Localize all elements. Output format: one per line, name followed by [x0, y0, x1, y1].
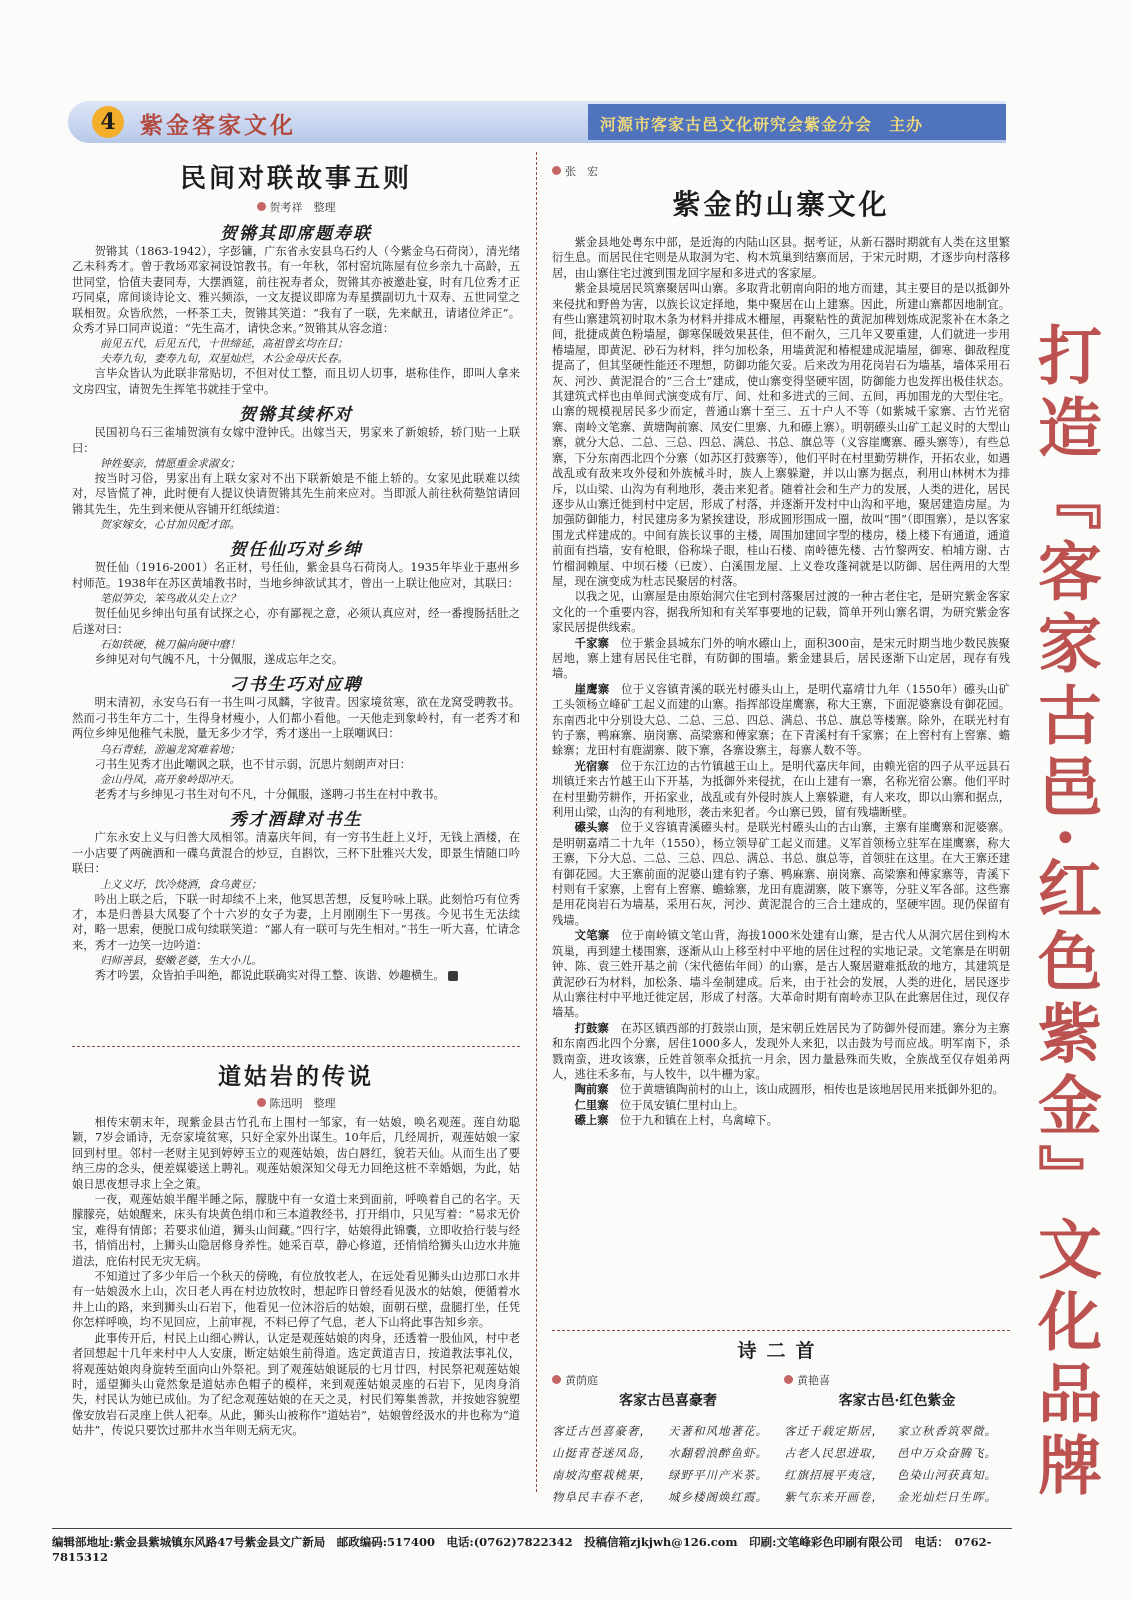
poem-title: 客家古邑喜豪奢 — [619, 1393, 717, 1409]
couplet-line: 乌石青蛙，游遍龙窝难着地； — [100, 742, 241, 756]
paragraph: 相传宋朝末年，现紫金县古竹孔布上围村一邹家，有一姑娘，唤名观莲。莲自幼聪颖，7岁会诵诗，无奈家境贫寒，只好全家外出谋生。10年后，几经周折，观莲姑娘一家回到村里。邻村一老财主见到婷婷玉立的观莲姑娘，齿白唇红，貌若天仙。从而生出了要纳三房的念头，便差媒婆送上聘礼。观莲姑娘深知父母无力回绝这桩不幸婚姻，为此，姑娘日思夜想寻求上全之策。 — [72, 1116, 520, 1191]
paragraph: 以我之见，山寨屋是由原始洞穴住宅到村落聚居过渡的一种古老住宅，是研究紫金客家文化的一个重要内容，据我所知和有关军事要地的记载，简单开列山寨名谓，为研究紫金客家民居提供线索。 — [552, 590, 1010, 635]
paragraph: 老秀才与乡绅见刁书生对句不凡，十分佩服，遂聘刁书生在村中教书。 — [94, 787, 445, 801]
poems-section — [552, 1336, 1010, 1508]
paragraph: 广东永安上义与归善大凤相邻。清嘉庆年间，有一穷书生赶上义圩，无钱上酒楼，在一小店要了两碗酒和一碟乌黄混合的炒豆，自斟饮，三杯下肚雅兴大发，即景生情随口吟联曰： — [72, 831, 520, 876]
byline — [72, 196, 520, 215]
left-column-lower — [72, 1058, 520, 1439]
section-title: 紫金客家文化 — [140, 112, 296, 139]
paragraph: 不知道过了多少年后一个秋天的傍晚，有位放牧老人，在远处看见狮头山边那口水井有一姑娘汲水上山，次日老人再在村边放牧时，想起昨日曾经看见汲水的姑娘，便循着水井上山的路，来到狮头山石岩下，他看见一位沐浴后的姑娘，面朝石壁，盘腿打坐，任凭你怎样呼唤，均不见回应，上前审视，不料已停了气息，老人下山将此事告知乡亲。 — [72, 1270, 520, 1330]
paragraph: 民国初乌石三雀埔贺演有女嫁中澄钟氏。出嫁当天，男家来了新娘轿，轿门贴一上联曰： — [72, 426, 520, 455]
right-column — [552, 160, 1010, 1129]
byline-text: 陈迅明 整理 — [269, 1097, 336, 1110]
fort-description: 位于东江边的古竹镇越王山上。是明代嘉庆年间，由赖光宿的四子从平远县石圳镇迁来古竹越王山下开基，为抵御外来侵扰，在山上建有一寨，名称光宿公寨。他们平时在村里勤劳耕作，开拓家业，战乱或有外侵时族人上寨躲避，有人来攻，即以山寨和据点，利用山梁，山沟的有利地形，袭击来犯者。今山寨已毁，留有残墙断壁。 — [552, 759, 1010, 820]
organizer: 河源市客家古邑文化研究会紫金分会 主办 — [600, 115, 924, 134]
couplet-line: 前见五代，后见五代，十世缔延，高祖曾玄均在目； — [100, 337, 349, 351]
poem-line: 水翻碧浪醉鱼虾。 — [668, 1446, 768, 1460]
poem-body — [784, 1420, 1010, 1508]
poem-author — [784, 1369, 1010, 1388]
fort-name: 打鼓寨 — [574, 1020, 609, 1035]
paragraph: 言毕众皆认为此联非常贴切，不但对仗工整，而且切人切事，堪称佳作，即叫人拿来文房四宝，请贺先生挥笔书就挂于堂中。 — [72, 367, 520, 396]
fort-entry — [552, 759, 1010, 821]
couplet-line: 钟姓娶亲，情愿重金求淑女； — [100, 457, 241, 471]
poem-line: 南坡沟壑栽桃果， — [552, 1468, 652, 1482]
article-title: 民间对联故事五则 — [179, 164, 412, 194]
fort-entry — [552, 1113, 1010, 1128]
poem-line: 客迁千载定斯居， — [784, 1424, 884, 1438]
poem-title: 客家古邑·红色紫金 — [838, 1393, 956, 1409]
paragraph: 一夜，观莲姑娘半醒半睡之际，朦胧中有一女道士来到面前，呼唤着自己的名字。天朦朦亮，姑娘醒来，床头有块黄色绢巾和三本道教经书，打开绢巾，只见写着：“易求无价宝，难得有情郎；若要求仙道，狮头山间藏。”四行字，姑娘得此锦囊，立即收拾行装与经书，悄悄出村，上狮头山隐居修身养性。她采百草，静心修道，还悄悄给狮头山边水井施道法，庇佑村民无灾无病。 — [72, 1193, 520, 1268]
fort-name: 仁里寨 — [574, 1097, 609, 1112]
paragraph: 乡绅见对句气魄不凡，十分佩服，遂成忘年之交。 — [94, 652, 344, 666]
side-slogan: 打造『客家古邑·红色紫金』文化品牌 — [1027, 322, 1102, 1505]
couplet-line: 笔似笋尖，笨鸟敢从尖上立？ — [100, 592, 241, 606]
poems-row — [552, 1369, 1010, 1508]
paragraph: 贺任仙（1916-2001）名正材，号任仙，紫金县乌石荷岗人。1935年毕业于惠州乡村师范。1938年在苏区黄埔教书时，当地乡绅欲试其才，曾出一上联让他应对，其联曰： — [72, 561, 520, 590]
poem-author — [552, 1369, 784, 1388]
fort-name: 千家寨 — [574, 635, 610, 650]
fort-entry — [552, 1021, 1010, 1083]
poem-line: 紫气东来开画卷， — [784, 1490, 884, 1504]
subheading: 贺任仙巧对乡绅 — [229, 540, 363, 561]
couplet-line: 石如铁硬，桃刀偏向硬中磨！ — [100, 637, 241, 651]
subheading: 秀才酒肆对书生 — [229, 810, 363, 831]
fort-name: 礤上寨 — [574, 1113, 609, 1128]
fort-entry — [552, 928, 1010, 1020]
column-divider — [536, 152, 537, 1492]
fort-entry — [552, 1098, 1010, 1113]
fort-name: 礤头寨 — [574, 820, 609, 835]
fort-name: 陶前寨 — [574, 1082, 609, 1097]
fort-name: 文笔寨 — [574, 928, 610, 943]
article-title: 道姑岩的传说 — [218, 1063, 374, 1090]
poem-line: 天著和风地著花。 — [668, 1424, 768, 1438]
poem-lines-left — [784, 1420, 897, 1508]
poem-line: 色染山河获真知。 — [897, 1468, 997, 1482]
poem-b — [784, 1369, 1010, 1508]
paragraph: 紫金县境居民筑寨聚居叫山寨。多取背北朝南向阳的地方而建，其主要目的是以抵御外来侵扰和野兽为害，以族长议定择地，集中聚居在山上建寨。因此，所建山寨都因地制宜。有些山寨建筑初时取木条为材料并排成木栅屋，再聚粘性的黄泥加稗划炼成泥浆补在木条之间，批捷成黄色粉墙屋，御寒保暖效果甚佳，但不耐久，三几年又要重建，人们就进一步用椿墙屋，即黄泥、砂石为材料，拌匀加松条，用墙黄泥和椿棍建成泥墙屋，御寒、御敌程度提高了，但其坚硬性能还不理想，防御功能欠妥。后来改为用花岗岩石为墙基，墙体采用石灰、河沙、黄泥混合的“三合土”建成，使山寨变得坚硬牢固，防御能力也发挥出极佳状态。其建筑式样也由单间式演变成有厅、间、灶和多进式的三间、五间，再加围龙的大型住宅。山寨的规模视居民多少而定，普通山寨十至三、五十户人不等（如紫城千家寨、古竹光宿寨、南岭文笔寨、黄塘陶前寨、凤安仁里寨、九和礤上寨）。明朝礤头山矿工起义时的大型山寨，就分大总、二总、三总、四总、满总、书总、旗总等（义容崖鹰寨、礤头寨等），有些总寨，下分东南西北四个分寨（如苏区打鼓寨等），他们平时在村里勤劳耕作，开拓农业，如遇战乱或有敌来攻外侵和外族械斗时，族人上寨躲避，并以山寨为据点，利用山林树木为排斥，以山梁、山沟为有利地形，袭击来犯者。随着社会和生产力的发展，人类的进化，居民逐步从山寨迁徙到村中定居，形成了村落，并逐渐开发村中山沟和平地，聚居建造房屋。为加强防御能力，村民建房多为紧挨建设，形成圆形围成一圈，故叫“围”（即围寨），是以客家围龙式样建成的。中间有族长议事的主楼，周围加建回字型的楼房，楼上楼下有通道，通道前面有挡墙，安有枪眼，俗称垛子眼，桂山石楼、南岭德先楼、古竹黎两安、柏埔方谢、古竹榴洞赖屋、中坝石楼（已废）、白溪围龙屋、上义卷攻蓬祠就是以防御、居住两用的大型屋，现在演变成为杜志民聚居的村落。 — [552, 282, 1010, 588]
paragraph: 贺任仙见乡绅出句虽有试探之心，亦有鄙视之意，必须认真应对，经一番搜肠括肚之后遂对曰： — [72, 607, 520, 636]
poem-lines-left — [552, 1420, 668, 1508]
footer: 编辑部地址:紫金县紫城镇东风路47号紫金县文广新局 邮政编码:517400 电话:(0762)7822342 投稿信箱zjkjwh@126.com 印刷:文笔峰彩色印刷有限公司 电话： 0762-7815312 — [52, 1528, 1012, 1564]
subheading: 贺锵其即席题寿联 — [220, 224, 372, 244]
article-title: 紫金的山寨文化 — [672, 188, 890, 221]
end-mark-icon — [448, 971, 458, 981]
paragraph: 吟出上联之后，下联一时却续不上来，他冥思苦想，反复吟咏上联。此刻恰巧有位秀才，本是归善县大凤娶了个十六岁的女子为妻，上月刚刚生下一男孩。今见书生无法续对，略一思索，便脱口成句续联笑道：“鄙人有一联可与先生相对。”书生一听大喜，忙请念来，秀才一边笑一边吟道： — [72, 892, 520, 952]
left-column — [72, 158, 520, 984]
poem-line: 金光灿烂日生晖。 — [897, 1490, 997, 1504]
paragraph: 明末清初，永安乌石有一书生叫刁凤麟，字彼青。因家境贫寒，欲在龙窝受聘教书。然而刁书生年方二十，生得身材瘦小，人们都小看他。一天他走到象岭村，有一老秀才和两位乡绅见他稚气未脱，量无多少才学，秀才遂出一上联嘲讽曰： — [72, 696, 520, 741]
article-separator — [72, 1046, 520, 1047]
byline — [72, 1092, 520, 1111]
couplet-line: 贺家嫁女，心甘加贝配才郎。 — [100, 518, 241, 532]
poem-line: 物阜民丰春不老， — [552, 1490, 652, 1504]
poem-a — [552, 1369, 784, 1508]
fort-description: 位于凤安镇仁里村山上。 — [619, 1098, 745, 1112]
paragraph: 按当时习俗，男家出有上联女家对不出下联新娘是不能上轿的。女家见此联难以续对，尽皆慌了神，此时便有人提议快请贺锵其先生前来应对。当即派人前往秋荷塾馆请回锵其先生，先生到来便从容铺开红纸续道： — [72, 472, 520, 516]
paragraph — [72, 968, 520, 983]
poem-lines-right — [897, 1420, 1010, 1508]
page-number: 4 — [92, 106, 124, 138]
paragraph-text: 秀才吟罢，众皆拍手叫绝，都说此联确实对得工整、诙谐、妙趣横生。 — [94, 969, 445, 983]
poem-lines-right — [668, 1420, 784, 1508]
fort-name: 光宿寨 — [574, 758, 609, 773]
poem-author-name: 黄艳喜 — [797, 1374, 830, 1387]
subheading: 贺锵其续杯对 — [239, 405, 353, 426]
fort-description: 位于黄塘镇陶前村的山上，该山成圆形，相传也是该地居民用来抵御外犯的。 — [619, 1083, 1004, 1097]
fort-description: 位于义容镇青溪的联光村礤头山上，是明代嘉靖廿九年（1550年）礤头山矿工头领杨立峰矿工起义而建的山寨。指挥部设崖鹰寨，称大王寨，下面泥婆寨设有御花园。东南西北中分别设大总、二总、三总、四总、满总、书总、旗总等楼寨。除外，在联光村有钓子寨，鸭麻寨、崩岗寨、高梁寨和傅家寨；在下青溪村有千家寨；在上窖村有上窖寨、蟾蜍寨；龙田村有鹿湖寨、陂下寨，各寨设寨主，每寨人数不等。 — [552, 682, 1010, 758]
byline-text: 贺考祥 整理 — [269, 201, 336, 214]
fort-description: 位于九和镇在上村，乌禽嶂下。 — [619, 1114, 778, 1128]
couplet-line: 金山丹凤，高开象岭即冲天。 — [100, 772, 241, 786]
poem-body — [552, 1420, 784, 1508]
couplet-line: 夫寿九旬，妻寿九旬，双星灿烂，木公金母庆长春。 — [100, 352, 349, 366]
poem-author-name: 黄荫庭 — [565, 1374, 598, 1387]
poems-title: 诗二首 — [737, 1340, 825, 1362]
couplet-line: 上义义圩，饮冷烧酒，食乌黄豆； — [100, 877, 262, 891]
fort-entry — [552, 636, 1010, 682]
couplet-line: 归师善县，娶嫩老婆，生大小儿。 — [100, 954, 262, 968]
subheading: 刁书生巧对应聘 — [229, 675, 363, 696]
paragraph: 紫金县地处粤东中部，是近海的内陆山区县。据考证，从新石器时期就有人类在这里繁衍生息。而居民住宅则是从取洞为宅、构木筑巢到结寨而居，于宋元时期，才逐步向村落移居，由山寨住宅过渡到围龙回字屋和多进式的客家屋。 — [552, 236, 1010, 280]
fort-entry — [552, 682, 1010, 759]
fort-description: 在苏区镇西部的打鼓崇山顶，是宋朝丘姓居民为了防御外侵而建。寨分为主寨和东南西北四个分寨，居住1000多人，发现外人来犯，以击鼓为号而应战。明军南下，杀戮南蛮，进攻该寨，丘姓首领率众抵抗一月余，因力量悬殊而失败，全族战至仅存姐弟两人，逃往禾多布，与人牧牛，以牛栅为家。 — [552, 1021, 1010, 1081]
poem-line: 客迁古邑喜豪奢， — [552, 1424, 652, 1438]
byline — [552, 160, 1010, 179]
paragraph: 贺锵其（1863-1942），字彭镛，广东省永安县乌石约人（今紫金乌石荷岗），清光绪乙未科秀才。曾于教场邓家祠设馆教书。有一年秋，邻村窑坑陈屋有位乡亲九十高龄，五世同堂，恰值夫妻同寿，大摆酒筵，前往祝寿者众，贺锵其亦被邀赴宴，时有几位秀才正巧同桌，席间谈诗论文、雅兴频添，一文友提议即席为寿星撰副切九十双寿、五世同堂之联相贺。众皆欣然，一杯茶工夫，贺锵其笑道：“我有了一联，先来献丑，请诸位斧正”。众秀才异口同声说道：“先生高才，请快念来。”贺锵其从容念道： — [72, 245, 520, 336]
poem-line: 家立秋香筑翠微。 — [897, 1424, 997, 1438]
poem-line: 古老人民思进取， — [784, 1446, 884, 1460]
article-separator — [552, 1330, 1010, 1331]
fort-entry — [552, 820, 1010, 928]
poem-line: 绿野平川产米茶。 — [668, 1468, 768, 1482]
poem-line: 红旗招展平夷寇， — [784, 1468, 884, 1482]
fort-description: 位于紫金县城东门外的响水礤山上，面积300亩，是宋元时期当地少数民族聚居地，寨上建有居民住宅群，有防御的围墙。紫金建县后，居民逐渐下山定居，现存有残墙。 — [552, 636, 1010, 681]
fort-entry — [552, 1082, 1010, 1097]
poem-line: 山挺青苍迷凤岛， — [552, 1446, 652, 1460]
fort-description: 位于义容镇青溪礤头村。是联光村礤头山的古山寨，主寨有崖鹰寨和泥婆寨。是明朝嘉靖二十九年（1550），杨立领导矿工起义而建。义军首领杨立驻军在崖鹰寨，称大王寨，下分大总、二总、三总、四总、满总、书总、旗总等，首领驻在这里。在大王寨还建有御花园。大王寨前面的泥婆山建有钓子寨、鸭麻寨、崩岗寨、高梁寨和傅家寨等，青溪下村则有千家寨，上窖有上窖寨、蟾蜍寨，龙田有鹿湖寨，陂下寨等，分驻义军各部。这些寨是用花岗岩石为墙基，采用石灰，河沙、黄泥混合的三合土建成的，坚硬牢固。现仍保留有残墙。 — [552, 821, 1010, 927]
poem-line: 邑中万众奋腾飞。 — [897, 1446, 997, 1460]
fort-name: 崖鹰寨 — [574, 681, 610, 696]
fort-entries — [552, 636, 1010, 1129]
paragraph: 刁书生见秀才出此嘲讽之联，也不甘示弱，沉思片刻朗声对曰： — [94, 757, 411, 771]
poem-line: 城乡楼阁焕红霞。 — [668, 1490, 768, 1504]
paragraph: 此事传开后，村民上山细心辨认，认定是观莲姑娘的肉身，还透着一股仙风，村中老者回想起十几年来村中人人安康，断定姑娘生前得道。选定黄道吉日，按道教法事礼仪，将观莲姑娘肉身旋转至面向山外祭祀。到了观莲姑娘诞辰的七月廿四，村民祭祀观莲姑娘时，遥望狮头山竟然象是道姑赤色帽子的模样，来到观莲姑娘灵座的石岩下，见肉身消失，村民认为她已成仙。为了纪念观莲姑娘的在天之灵，村民们筹集善款，并按她容貌塑像安放岩石灵座上供人祀奉。从此，狮头山被称作“道姑岩”，姑娘曾经汲水的井也称为“道姑井”，传说只要饮过那井水当年则无病无灾。 — [72, 1331, 520, 1438]
byline-text: 张 宏 — [565, 165, 598, 178]
fort-description: 位于南岭镇文笔山背，海拔1000米处建有山寨，是古代人从洞穴居住到构木筑巢，再到建土楼围寨，逐渐从山上移至村中平地的居住过程的实地记录。文笔寨是在明朝钟、陈、袁三姓开基之前（宋代德佑年间）的山寨，是古人聚居避难抵敌的地方，其建筑是黄泥砂石为材料，加松条、墙斗垒制建成。后来，由于社会的发展，人类的进化，居民逐步从山寨往村中平地迁徙定居，形成了村落。大革命时期有南岭赤卫队在此寨居住过，现仅存墙基。 — [552, 929, 1010, 1020]
